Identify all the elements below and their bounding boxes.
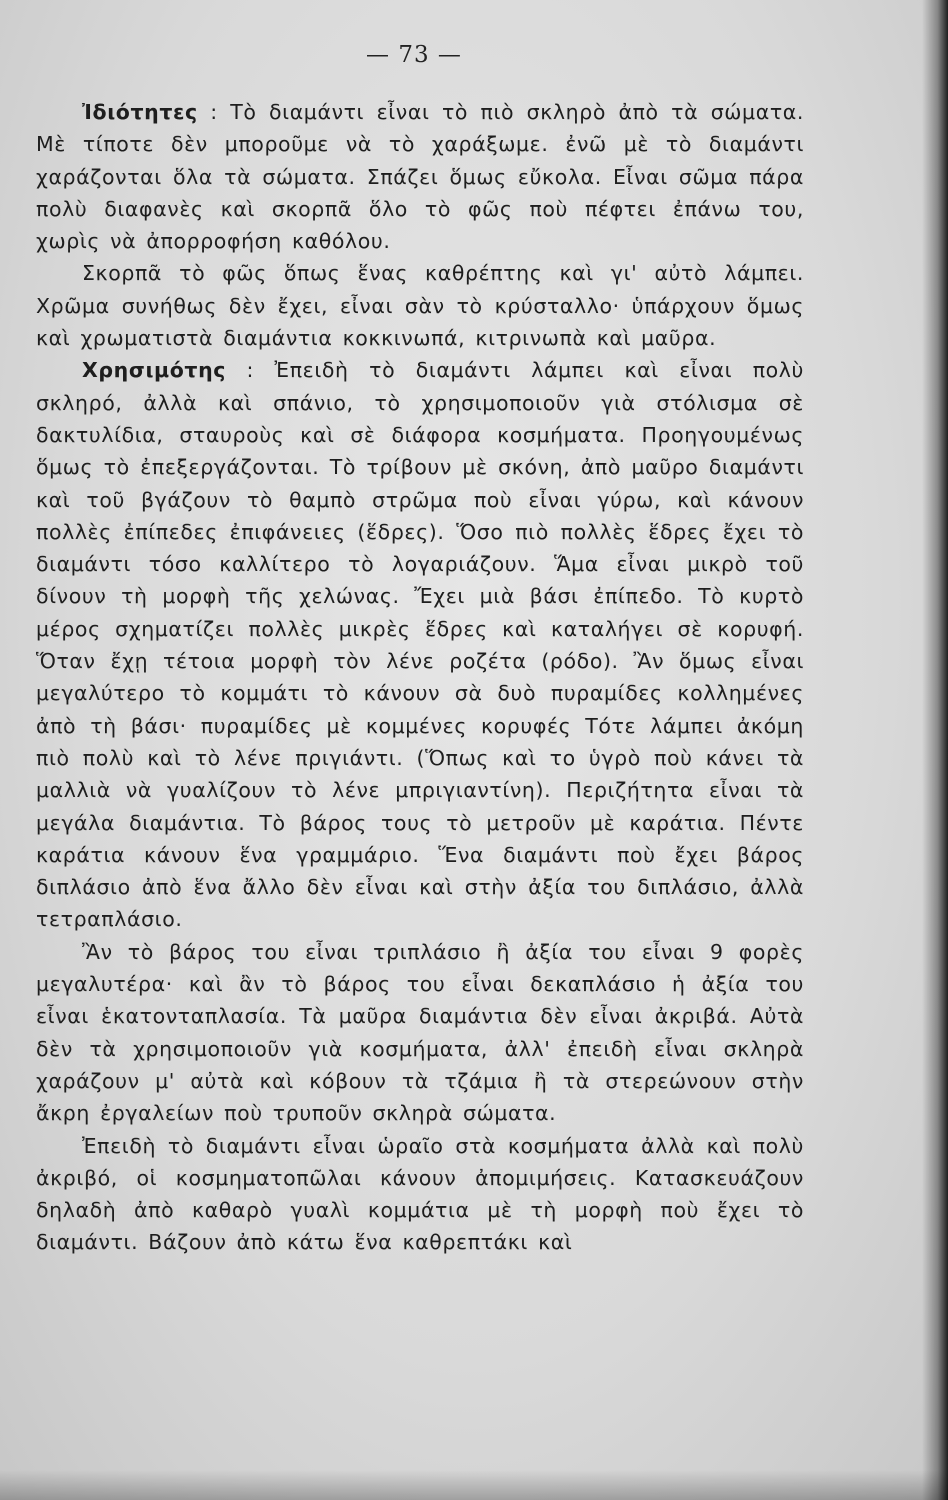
paragraph-usefulness bbox=[36, 354, 804, 935]
body-text bbox=[36, 96, 804, 1259]
paragraph-text: : Τὸ διαμάντι εἶναι τὸ πιὸ σκληρὸ ἀπὸ τὰ σώματα. Μὲ τίποτε δὲν μποροῦμε νὰ τὸ χαράξωμε. ἐνῶ μὲ τὸ διαμάντι χαράζονται ὅλα τὰ σώματα. Σπάζει ὅμως εὔκολα. Εἶναι σῶμα πάρα πολὺ διαφανὲς καὶ σκορπᾶ ὅλο τὸ φῶς ποὺ πέφτει ἐπάνω του, χωρὶς νὰ ἀπορροφήση καθόλου. bbox=[36, 100, 804, 254]
page-bottom-shadow bbox=[0, 1470, 948, 1500]
paragraph-imitations bbox=[36, 1130, 804, 1259]
paragraph-properties bbox=[36, 96, 804, 257]
paragraph-text: Σκορπᾶ τὸ φῶς ὅπως ἕνας καθρέπτης καὶ γι' αὐτὸ λάμπει. Χρῶμα συνήθως δὲν ἔχει, εἶναι σὰν τὸ κρύσταλλο· ὑπάρχουν ὅμως καὶ χρωματιστὰ διαμάντια κοκκινωπά, κιτρινωπὰ καὶ μαῦρα. bbox=[36, 261, 804, 351]
page-binding-shadow bbox=[922, 0, 948, 1500]
paragraph-text: Ἂν τὸ βάρος του εἶναι τριπλάσιο ἢ ἀξία του εἶναι 9 φορὲς μεγαλυτέρα· καὶ ἂν τὸ βάρος του εἶναι δεκαπλάσιο ἡ ἀξία του εἶναι ἑκατονταπλασία. Τὰ μαῦρα διαμάντια δὲν εἶναι ἀκριβά. Αὐτὰ δὲν τὰ χρησιμοποιοῦν γιὰ κοσμήματα, ἀλλ' ἐπειδὴ εἶναι σκληρὰ χαράζουν μ' αὐτὰ καὶ κόβουν τὰ τζάμια ἢ τὰ στερεώνουν στὴν ἄκρη ἐργαλείων ποὺ τρυποῦν σκληρὰ σώματα. bbox=[36, 939, 804, 1126]
paragraph-text: Ἐπειδὴ τὸ διαμάντι εἶναι ὡραῖο στὰ κοσμήματα ἀλλὰ καὶ πολὺ ἀκριβό, οἱ κοσμηματοπῶλαι κάνουν ἀπομιμήσεις. Κατασκευάζουν δηλαδὴ ἀπὸ καθαρὸ γυαλὶ κομμάτια μὲ τὴ μορφὴ ποὺ ἔχει τὸ διαμάντι. Βάζουν ἀπὸ κάτω ἕνα καθρεπτάκι καὶ bbox=[36, 1133, 804, 1255]
paragraph-text: : Ἐπειδὴ τὸ διαμάντι λάμπει καὶ εἶναι πολὺ σκληρό, ἀλλὰ καὶ σπάνιο, τὸ χρησιμοποιοῦν γιὰ στόλισμα σὲ δακτυλίδια, σταυροὺς καὶ σὲ διάφορα κοσμήματα. Προηγουμένως ὅμως τὸ ἐπεξεργάζονται. Τὸ τρίβουν μὲ σκόνη, ἀπὸ μαῦρο διαμάντι καὶ τοῦ βγάζουν τὸ θαμπὸ στρῶμα ποὺ εἶναι γύρω, καὶ κάνουν πολλὲς ἐπίπεδες ἐπιφάνειες (ἕδρες). Ὅσο πιὸ πολλὲς ἕδρες ἔχει τὸ διαμάντι τόσο καλλίτερο τὸ λογαριάζουν. Ἅμα εἶναι μικρὸ τοῦ δίνουν τὴ μορφὴ τῆς χελώνας. Ἔχει μιὰ βάσι ἐπίπεδο. Τὸ κυρτὸ μέρος σχηματίζει πολλὲς μικρὲς ἕδρες καὶ καταλήγει σὲ κορυφή. Ὅταν ἔχῃ τέτοια μορφὴ τὸν λένε ροζέτα (ρόδο). Ἂν ὅμως εἶναι μεγαλύτερο τὸ κομμάτι τὸ κάνουν σὰ δυὸ πυραμίδες κολλημένες ἀπὸ τὴ βάσι· πυραμίδες μὲ κομμένες κορυφές Τότε λάμπει ἀκόμη πιὸ πολὺ καὶ τὸ λένε πριγιάντι. (Ὅπως καὶ το ὑγρὸ ποὺ κάνει τὰ μαλλιὰ νὰ γυαλίζουν τὸ λένε μπριγιαντίνη). Περιζήτητα εἶναι τὰ μεγάλα διαμάντια. Τὸ βάρος τους τὸ μετροῦν μὲ καράτια. Πέντε καράτια κάνουν ἕνα γραμμάριο. Ἕνα διαμάντι ποὺ ἔχει βάρος διπλάσιο ἀπὸ ἕνα ἄλλο δὲν εἶναι καὶ στὴν ἀξία του διπλάσιο, ἀλλὰ τετραπλάσιο. bbox=[36, 358, 804, 932]
paragraph-light-color bbox=[36, 257, 804, 354]
section-term-properties: Ἰδιότητες bbox=[82, 100, 198, 124]
section-term-usefulness: Χρησιμότης bbox=[82, 358, 227, 383]
paragraph-weight-value bbox=[36, 936, 804, 1130]
page-number: — 73 — bbox=[366, 42, 462, 68]
